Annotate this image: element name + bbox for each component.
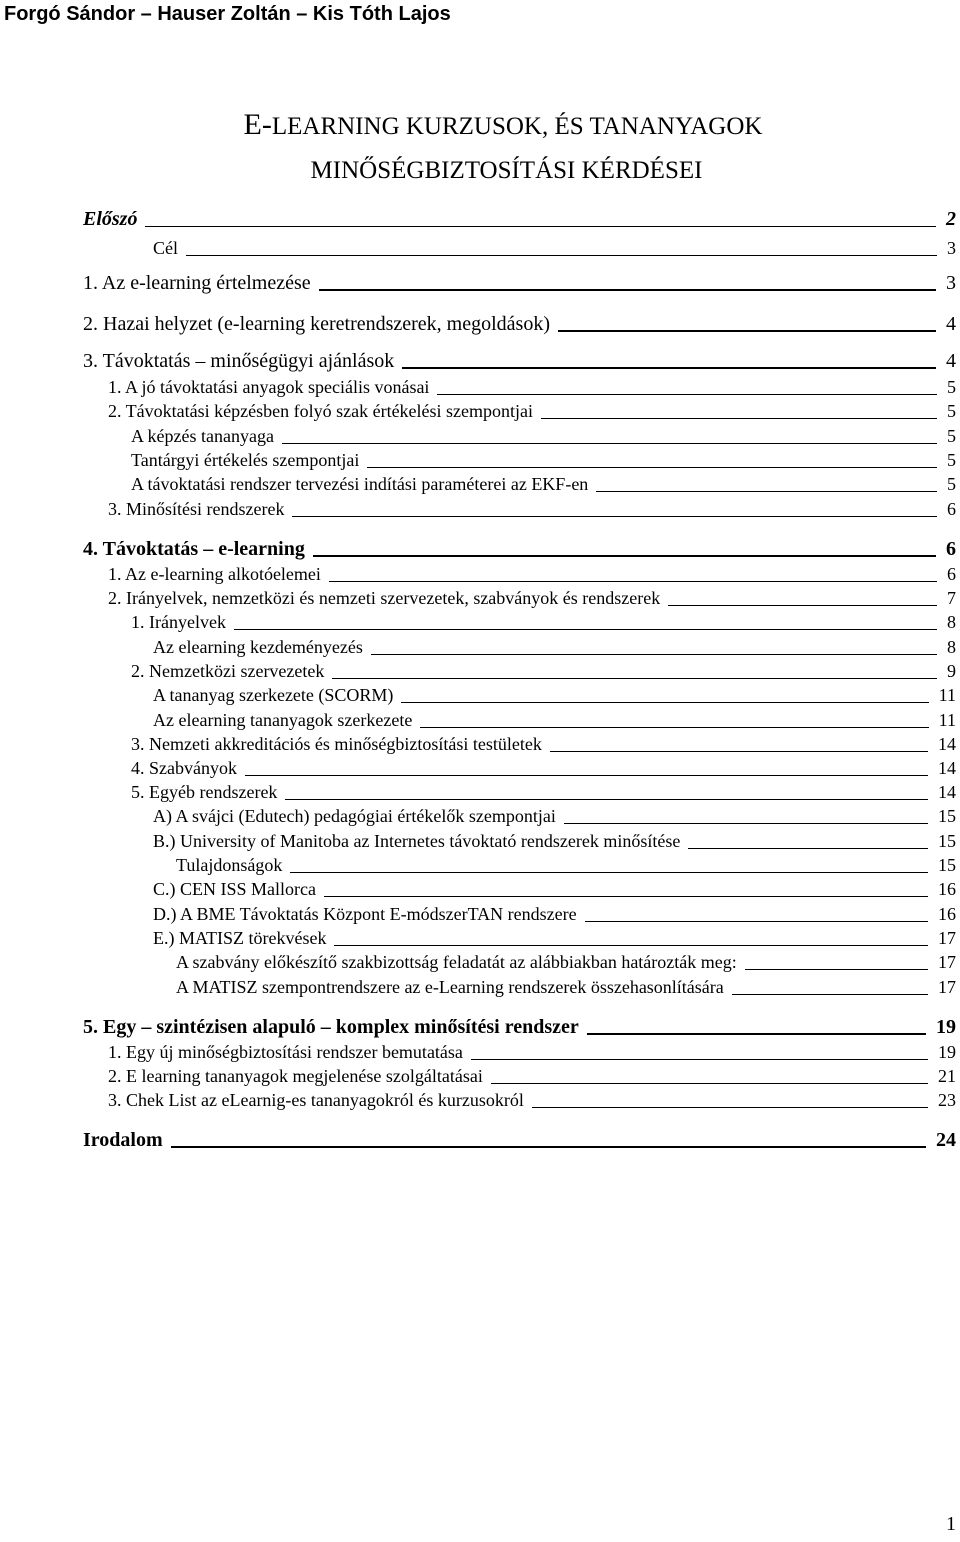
toc-page-number: 15 xyxy=(938,831,956,851)
toc-leader-line xyxy=(587,1033,926,1035)
toc-entry-irodalom[interactable] xyxy=(83,1127,956,1151)
toc-entry-label: 1. Egy új minőségbiztosítási rendszer bemutatása xyxy=(108,1042,463,1062)
toc-entry-label: 5. Egy – szintézisen alapuló – komplex minősítési rendszer xyxy=(83,1016,579,1038)
toc-leader-line xyxy=(371,654,937,655)
toc-leader-line xyxy=(285,799,928,800)
toc-entry-label: C.) CEN ISS Mallorca xyxy=(153,879,316,899)
toc-entry-label: 3. Minősítési rendszerek xyxy=(108,499,285,519)
toc-entry-label: 2. Hazai helyzet (e-learning keretrendszerek, megoldások) xyxy=(83,313,550,335)
toc-entry-chapter-1[interactable] xyxy=(83,270,956,294)
toc-leader-line xyxy=(471,1059,928,1060)
toc-leader-line xyxy=(292,516,937,517)
toc-leader-line xyxy=(145,226,936,227)
toc-entry-label: Tulajdonságok xyxy=(176,855,283,875)
document-title-line-2: MINŐSÉGBIZTOSÍTÁSI KÉRDÉSEI xyxy=(310,157,703,184)
toc-leader-line xyxy=(367,467,937,468)
toc-entry-szabvany-szakbizottsag[interactable] xyxy=(176,949,956,973)
toc-entry-cen-iss[interactable] xyxy=(153,876,956,900)
toc-entry-label: 2. Távoktatási képzésben folyó szak értékelési szempontjai xyxy=(108,401,534,421)
toc-leader-line xyxy=(491,1083,928,1084)
toc-leader-line xyxy=(401,702,928,703)
toc-entry-chapter-2[interactable] xyxy=(83,311,956,335)
toc-leader-line xyxy=(282,443,937,444)
toc-entry-label: Az elearning kezdeményezés xyxy=(153,637,363,657)
toc-entry-label: A MATISZ szempontrendszere az e-Learning rendszerek összehasonlítására xyxy=(176,977,724,997)
toc-entry-label: Előszó xyxy=(83,208,138,230)
toc-leader-line xyxy=(596,491,937,492)
toc-entry-manitoba[interactable] xyxy=(153,828,956,852)
toc-page-number: 8 xyxy=(947,612,956,632)
toc-entry-4-1[interactable] xyxy=(108,561,956,585)
toc-page-number: 6 xyxy=(947,564,956,584)
toc-leader-line xyxy=(186,255,937,256)
toc-entry-ekf-parameterek[interactable] xyxy=(131,471,956,495)
toc-leader-line xyxy=(550,751,928,752)
toc-page-number: 11 xyxy=(938,710,956,730)
toc-leader-line xyxy=(319,289,936,291)
toc-entry-3-3[interactable] xyxy=(108,496,956,520)
toc-page-number: 2 xyxy=(946,208,956,230)
toc-leader-line xyxy=(541,418,937,419)
toc-entry-label: 1. A jó távoktatási anyagok speciális vonásai xyxy=(108,377,430,397)
toc-page-number: 5 xyxy=(947,474,956,494)
title-prefix: E- xyxy=(243,108,272,141)
toc-entry-label: 2. Nemzetközi szervezetek xyxy=(131,661,325,681)
toc-entry-label: Cél xyxy=(153,238,178,258)
toc-entry-label: A szabvány előkészítő szakbizottság feladatát az alábbiakban határozták meg: xyxy=(176,952,737,972)
toc-page-number: 5 xyxy=(947,377,956,397)
toc-page-number: 15 xyxy=(938,806,956,826)
toc-page-number: 5 xyxy=(947,401,956,421)
toc-entry-4-2-4[interactable] xyxy=(131,755,956,779)
toc-entry-tananyagok-szerkezete[interactable] xyxy=(153,707,956,731)
toc-page-number: 17 xyxy=(938,952,956,972)
toc-leader-line xyxy=(420,727,928,728)
running-header-authors: Forgó Sándor – Hauser Zoltán – Kis Tóth Lajos xyxy=(4,3,451,25)
toc-entry-label: Irodalom xyxy=(83,1129,163,1151)
toc-leader-line xyxy=(334,945,928,946)
toc-page-number: 6 xyxy=(946,538,956,560)
toc-entry-label: A) A svájci (Edutech) pedagógiai értékelők szempontjai xyxy=(153,806,556,826)
toc-entry-kepzes-tananyaga[interactable] xyxy=(131,423,956,447)
toc-page-number: 3 xyxy=(947,238,956,258)
toc-page-number: 23 xyxy=(938,1090,956,1110)
toc-page-number: 5 xyxy=(947,426,956,446)
toc-entry-3-2[interactable] xyxy=(108,398,956,422)
page-number: 1 xyxy=(946,1513,956,1535)
toc-page-number: 5 xyxy=(947,450,956,470)
toc-entry-label: D.) A BME Távoktatás Központ E-módszerTAN rendszere xyxy=(153,904,577,924)
toc-leader-line xyxy=(402,367,936,369)
toc-page-number: 14 xyxy=(938,734,956,754)
toc-entry-cel[interactable] xyxy=(153,235,956,259)
toc-entry-matisz-szempontrendszer[interactable] xyxy=(176,974,956,998)
toc-leader-line xyxy=(324,896,928,897)
toc-entry-label: 4. Távoktatás – e-learning xyxy=(83,538,305,560)
toc-entry-bme[interactable] xyxy=(153,901,956,925)
toc-leader-line xyxy=(234,629,937,630)
toc-entry-5-3[interactable] xyxy=(108,1087,956,1111)
toc-entry-label: 2. E learning tananyagok megjelenése szolgáltatásai xyxy=(108,1066,483,1086)
toc-entry-label: 3. Távoktatás – minőségügyi ajánlások xyxy=(83,350,395,372)
toc-entry-5-2[interactable] xyxy=(108,1063,956,1087)
toc-entry-label: 1. Irányelvek xyxy=(131,612,226,632)
toc-entry-chapter-4[interactable] xyxy=(83,536,956,560)
toc-leader-line xyxy=(745,969,928,970)
toc-entry-label: Tantárgyi értékelés szempontjai xyxy=(131,450,360,470)
toc-entry-label: 5. Egyéb rendszerek xyxy=(131,782,278,802)
toc-leader-line xyxy=(688,848,928,849)
toc-entry-elearning-kezdemenyezes[interactable] xyxy=(153,634,956,658)
toc-entry-chapter-3[interactable] xyxy=(83,348,956,372)
toc-leader-line xyxy=(732,994,928,995)
toc-entry-edutech[interactable] xyxy=(153,803,956,827)
toc-page-number: 6 xyxy=(947,499,956,519)
toc-entry-scorm[interactable] xyxy=(153,682,956,706)
toc-entry-label: A távoktatási rendszer tervezési indítási paraméterei az EKF-en xyxy=(131,474,589,494)
toc-page-number: 14 xyxy=(938,782,956,802)
toc-page-number: 19 xyxy=(936,1016,956,1038)
toc-leader-line xyxy=(171,1146,926,1148)
toc-entry-3-1[interactable] xyxy=(108,374,956,398)
toc-page-number: 15 xyxy=(938,855,956,875)
toc-leader-line xyxy=(564,823,928,824)
toc-entry-label: 4. Szabványok xyxy=(131,758,237,778)
toc-page-number: 17 xyxy=(938,928,956,948)
toc-entry-label: 3. Nemzeti akkreditációs és minőségbiztosítási testületek xyxy=(131,734,542,754)
toc-entry-matisz[interactable] xyxy=(153,925,956,949)
toc-entry-label: E.) MATISZ törekvések xyxy=(153,928,327,948)
toc-entry-label: Az elearning tananyagok szerkezete xyxy=(153,710,413,730)
toc-page-number: 16 xyxy=(938,904,956,924)
toc-leader-line xyxy=(329,581,937,582)
toc-leader-line xyxy=(290,872,928,873)
toc-leader-line xyxy=(332,678,937,679)
toc-entry-tantargyi-ertekeles[interactable] xyxy=(131,447,956,471)
toc-page-number: 17 xyxy=(938,977,956,997)
toc-entry-tulajdonsagok[interactable] xyxy=(176,852,956,876)
toc-entry-label: B.) University of Manitoba az Internetes távoktató rendszerek minősítése xyxy=(153,831,681,851)
toc-page-number: 16 xyxy=(938,879,956,899)
toc-entry-5-1[interactable] xyxy=(108,1039,956,1063)
toc-page-number: 3 xyxy=(946,272,956,294)
toc-entry-label: 1. Az e-learning értelmezése xyxy=(83,272,311,294)
toc-entry-chapter-5[interactable] xyxy=(83,1014,956,1038)
toc-entry-4-2-3[interactable] xyxy=(131,731,956,755)
toc-entry-4-2-5[interactable] xyxy=(131,779,956,803)
toc-entry-label: A képzés tananyaga xyxy=(131,426,274,446)
toc-page-number: 24 xyxy=(936,1129,956,1151)
toc-entry-4-2-2[interactable] xyxy=(131,658,956,682)
toc-entry-label: 1. Az e-learning alkotóelemei xyxy=(108,564,321,584)
toc-entry-4-2[interactable] xyxy=(108,585,956,609)
toc-leader-line xyxy=(585,921,928,922)
toc-page-number: 21 xyxy=(938,1066,956,1086)
toc-leader-line xyxy=(245,775,928,776)
toc-page-number: 4 xyxy=(946,350,956,372)
toc-entry-eloszo[interactable] xyxy=(83,206,956,230)
toc-page-number: 4 xyxy=(946,313,956,335)
title-line-1-rest: LEARNING KURZUSOK, ÉS TANANYAGOK xyxy=(271,113,763,140)
toc-leader-line xyxy=(668,605,937,606)
toc-leader-line xyxy=(532,1107,928,1108)
toc-leader-line xyxy=(313,555,936,557)
toc-page-number: 8 xyxy=(947,637,956,657)
toc-page-number: 7 xyxy=(947,588,956,608)
toc-page-number: 14 xyxy=(938,758,956,778)
toc-entry-label: A tananyag szerkezete (SCORM) xyxy=(153,685,394,705)
toc-entry-4-2-1[interactable] xyxy=(131,609,956,633)
toc-page-number: 11 xyxy=(938,685,956,705)
toc-page-number: 9 xyxy=(947,661,956,681)
toc-leader-line xyxy=(558,330,936,332)
toc-entry-label: 2. Irányelvek, nemzetközi és nemzeti szervezetek, szabványok és rendszerek xyxy=(108,588,661,608)
toc-leader-line xyxy=(437,394,937,395)
toc-page-number: 19 xyxy=(938,1042,956,1062)
toc-entry-label: 3. Chek List az eLearnig-es tananyagokról és kurzusokról xyxy=(108,1090,524,1110)
